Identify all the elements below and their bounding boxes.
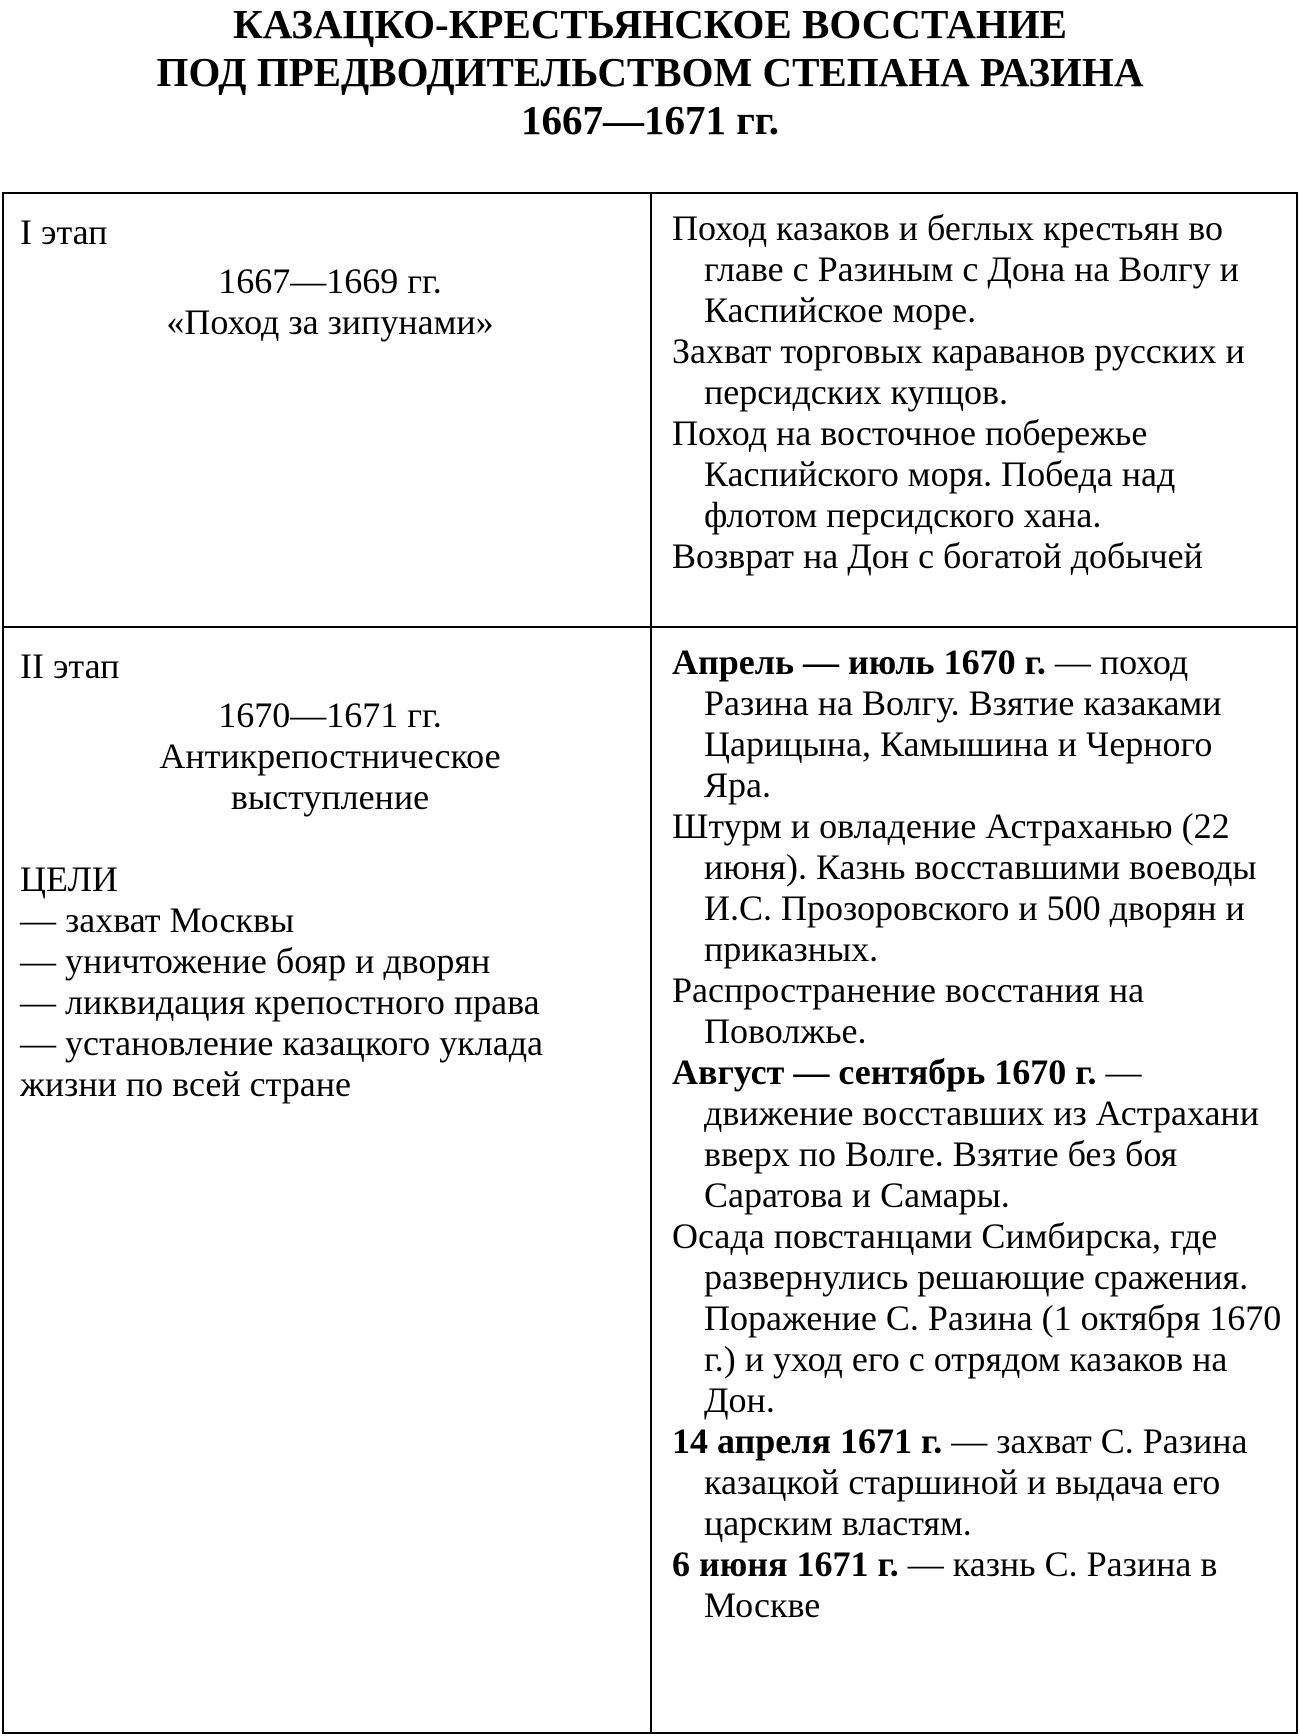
event-date: 6 июня 1671 г. <box>672 1544 899 1584</box>
goal-item: жизни по всей стране <box>20 1064 351 1104</box>
event-text: — поход Разина на Волгу. Взятие казаками Царицына, Камышина и Черного Яра. <box>704 642 1222 805</box>
stage2-name-line1: Антикрепостническое <box>159 736 501 776</box>
stage1-event: Захват торговых караванов русских и персидских купцов. <box>672 331 1245 412</box>
stage1-event: Поход казаков и беглых крестьян во главе с Разиным с Дона на Волгу и Каспийское море. <box>672 208 1239 330</box>
stage1-event: Возврат на Дон с богатой добычей <box>672 536 1203 576</box>
event-text: — казнь С. Разина в Москве <box>704 1544 1218 1625</box>
event-text: Распространение восстания на Поволжье. <box>672 970 1145 1051</box>
event-text: Осада повстанцами Симбирска, где развернулись решающие сражения. Поражение С. Разина (1 октября 1670 г.) и уход его с отрядом казаков на Дон. <box>672 1216 1282 1420</box>
title-line-3: 1667—1671 гг. <box>520 97 780 143</box>
goals-heading: ЦЕЛИ <box>20 859 118 899</box>
stage1-event: Поход на восточное побережье Каспийского моря. Победа над флотом персидского хана. <box>672 413 1176 535</box>
title-line-1: КАЗАЦКО-КРЕСТЬЯНСКОЕ ВОССТАНИЕ <box>232 1 1067 47</box>
stage2-event <box>672 970 1284 1052</box>
stage2-name-line2: выступление <box>230 777 430 817</box>
stage2-label: II этап <box>20 646 120 686</box>
stage2-events-cell <box>672 642 1284 1626</box>
goal-item: — захват Москвы <box>20 900 295 940</box>
stage1-dates: 1667—1669 гг. <box>218 261 442 301</box>
column-divider <box>650 194 652 1732</box>
event-date: Август — сентябрь 1670 г. <box>672 1052 1097 1092</box>
stage1-name: «Поход за зипунами» <box>166 302 494 342</box>
stage2-dates: 1670—1671 гг. <box>218 695 442 735</box>
goals-list <box>20 900 640 1105</box>
page-title <box>0 0 1300 144</box>
event-date: Апрель — июль 1670 г. <box>672 642 1046 682</box>
stage2-summary-cell <box>20 646 640 1105</box>
event-text: Штурм и овладение Астраханью (22 июня). Казнь восставшими воеводы И.С. Прозоровского и 500 дворян и приказных. <box>672 806 1257 969</box>
stage2-event <box>672 1052 1284 1216</box>
event-text: — захват С. Разина казацкой старшиной и выдача его царским властям. <box>704 1421 1248 1543</box>
stages-table <box>2 192 1298 1734</box>
event-text: — движение восставших из Астрахани вверх по Волге. Взятие без боя Саратова и Самары. <box>704 1052 1259 1215</box>
title-line-2: ПОД ПРЕДВОДИТЕЛЬСТВОМ СТЕПАНА РАЗИНА <box>156 49 1144 95</box>
stage1-summary-cell <box>20 212 640 343</box>
stage2-event <box>672 1544 1284 1626</box>
stage2-event <box>672 1216 1284 1421</box>
stage2-event <box>672 642 1284 806</box>
stage1-label: I этап <box>20 212 108 252</box>
goal-item: — установление казацкого уклада <box>20 1023 544 1063</box>
stage2-event <box>672 806 1284 970</box>
goal-item: — уничтожение бояр и дворян <box>20 941 491 981</box>
stage2-event <box>672 1421 1284 1544</box>
event-date: 14 апреля 1671 г. <box>672 1421 943 1461</box>
goal-item: — ликвидация крепостного права <box>20 982 540 1022</box>
stage1-events-cell <box>672 208 1284 577</box>
